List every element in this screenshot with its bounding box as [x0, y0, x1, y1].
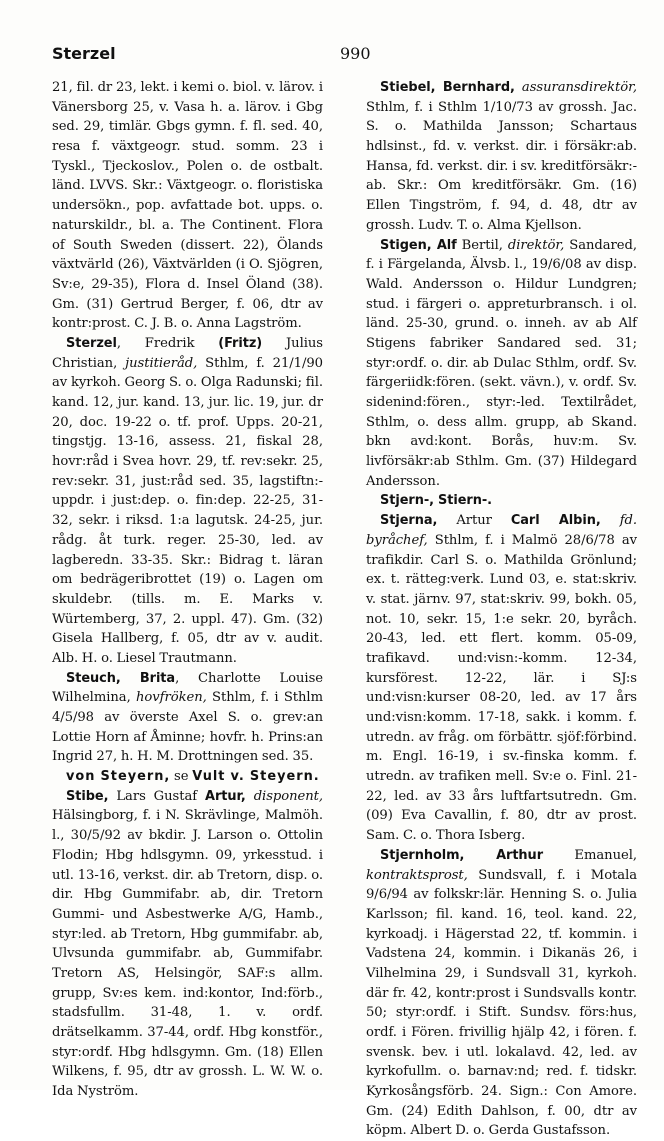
entry-headword: Stjern-, Stiern-. [380, 493, 493, 509]
entry-stiebel-bernhard [366, 78, 637, 236]
entry-given-names-rest: Julius Christian, [52, 335, 323, 371]
entry-occupation: fd. byråchef, [366, 513, 637, 548]
entry-text: Sthlm, f. i Sthlm 4/5/98 av överste Axel S. o. grev:an Lottie Horn af Åminne; hovfr. h. Prins:an Ingrid 27, h. H. M. Drottningen sed. 35. [52, 690, 323, 765]
running-head-word: Sterzel [52, 44, 116, 63]
running-header [52, 44, 636, 68]
entry-sterzel-fritz: Sterzel, Fredrik (Fritz) Julius Christian, justitieråd, Sthlm, f. 21/1/90 av kyrkoh. Georg S. o. Olga Radunski; fil. kand. 12, jur. kand. 13, jur. lic. 19, jur. dr 20, doc. 19-22 o. tf. prof. Upps. 20-21, tingstjg. 13-16, assess. 21, fiskal 28, hovr:råd i Svea hovr. 29, tf. rev:sekr. 25, rev:sekr. 31, just:råd sed. 35, lagstiftn:-uppdr. i just:dep. o. fin:dep. 22-25, 31-32, sekr. i riksd. 1:a lagutsk. 24-25, jur. rådg. åt turk. reger. 25-30, led. av lagberedn. 33-35. Skr.: Bidrag t. läran om bedrägeribrottet (19) o. Lagen om skuldebr. (tills. m. E. Marks v. Würtemberg, 37, 2. uppl. 47). Gm. (32) Gisela Hallberg, f. 05, dtr av v. audit. Alb. H. o. Liesel Trautmann. [52, 335, 323, 666]
entry-given-names: Lars Gustaf [116, 788, 198, 804]
entry-given-names: Bertil, [461, 237, 503, 253]
entry-occupation: disponent, [253, 788, 324, 804]
entry-headword: von Steyern, [66, 769, 171, 785]
entry-steuch-brita: Steuch, Brita, Charlotte Louise Wilhelmina, hovfröken, Sthlm, f. i Sthlm 4/5/98 av överste Axel S. o. grev:an Lottie Horn af Åminne; hovfr. h. Prins:an Ingrid 27, h. H. M. Drottningen sed. 35. [52, 670, 324, 765]
entry-text: Sthlm, f. i Malmö 28/6/78 av trafikdir. Carl S. o. Mathilda Grönlund; ex. t. rätteg:verk. Lund 03, e. stat:skriv. v. stat. järnv. 97, stat:skriv. 99, bokh. 05, not. 10, sekr. 15, 1:e sekr. 20, byråch. 20-43, led. ett flert. komm. 05-09, trafikavd. und:visn:-komm. 12-34, kursförest. 12-22, lär. i SJ:s und:visn:kurser 08-20, led. av 17 års und:visn:komm. 17-18, sakk. i komm. f. utredn. av fråg. om förbättr. sjöf:förbind. m. Engl. 16-19, i sv.-finska komm. f. utredn. av trafiken mell. Sv:e o. Finl. 21-22, led. av 33 års luftfartsutredn. Gm. (09) Eva Cavallin, f. 80, dtr av prost. Sam. C. o. Thora Isberg. [366, 532, 637, 844]
entry-stjernholm-arthur [366, 846, 637, 1141]
entry-text: 21, fil. dr 23, lekt. i kemi o. biol. v. lärov. i Vänersborg 25, v. Vasa h. a. lärov. i Gbg sed. 29, timlär. Gbgs gymn. f. fl. sed. 40, resa f. växtgeogr. stud. somm. 23 i Tyskl., Tjeckoslov., Polen o. de ostbalt. länd. LVVS. Skr.: Växtgeogr. o. floristiska undersökn., pop. avfattade bot. upps. o. naturskildr., bl. a. The Continent. Flora of South Sweden (dissert. 22), Ölands växtvärld (26), Växtvärlden (i O. Sjögren, Sv:e, 29-35), Flora d. Insel Öland (38). Gm. (31) Gertrud Berger, f. 06, dtr av kontr:prost. C. J. B. o. Anna Lagström. [52, 80, 323, 332]
entry-stjern [366, 491, 637, 511]
entry-sterzel-continued [52, 78, 323, 334]
left-column [52, 78, 323, 1102]
entry-given-bold: Carl Albin, [510, 513, 601, 529]
entry-headword: Steuch, Brita [66, 670, 176, 686]
entry-given-names: Artur [456, 513, 492, 529]
right-column [366, 78, 637, 1141]
entry-text: Sundsvall, f. i Motala 9/6/94 av folkskr:lär. Henning S. o. Julia Karlsson; fil. kand. 16, teol. kand. 22, kyrkoadj. i Hägerstad 22, tf. kommin. i Vadstena 24, kommin. i Dikanäs 26, i Vilhelmina 29, i Sundsvall 31, kyrkoh. där fr. 42, kontr:prost i Sundsvalls kontr. 50; styr:ordf. i Stift. Sundsv. förs:hus, ordf. i Fören. frivillig hjälp 42, i fören. f. svensk. bev. i utl. lokalavd. 42, led. av kyrkofullm. o. barnav:nd; red. f. tidskr. Kyrkosångsförb. 24. Sign.: Con Amore. Gm. (24) Edith Dahlson, f. 00, dtr av köpm. Albert D. o. Gerda Gustafsson. [366, 867, 638, 1139]
entry-occupation: hovfröken, [136, 690, 207, 706]
entry-occupation: direktör, [507, 237, 565, 253]
entry-given-names: Emanuel, [574, 847, 637, 863]
cross-ref-target: Vult v. Steyern. [192, 769, 320, 785]
entry-given-bold: Artur, [205, 788, 246, 804]
entry-occupation: kontraktsprost, [366, 867, 468, 883]
entry-headword: Stiebel, Bernhard, [380, 80, 515, 95]
entry-headword: Stibe, [66, 788, 109, 804]
entry-stjerna-carl [366, 511, 637, 846]
entry-headword: Stigen, Alf [380, 237, 457, 253]
cross-ref-word: se [174, 769, 189, 785]
entry-stigen-alf [366, 236, 637, 492]
entry-text: Sthlm, f. i Sthlm 1/10/73 av grossh. Jac. S. o. Mathilda Jansson; Schartaus hdlsinst., fd. v. verkst. dir. i försäkr:ab. Hansa, fd. verkst. dir. i sv. kreditförsäkr:-ab. Skr.: Om kreditförsäkr. Gm. (16) Ellen Tingström, f. 94, d. 48, dtr av grossh. Ludv. T. o. Alma Kjellson. [366, 99, 637, 233]
entry-occupation: justitieråd, [125, 355, 198, 371]
entry-given-names: Charlotte Louise Wilhelmina, [52, 670, 324, 706]
entry-text: Sthlm, f. 21/1/90 av kyrkoh. Georg S. o. Olga Radunski; fil. kand. 12, jur. kand. 13, jur. lic. 19, jur. dr 20, doc. 19-22 o. tf. prof. Upps. 20-21, tingstjg. 13-16, assess. 21, fiskal 28, hovr:råd i Svea hovr. 29, tf. rev:sekr. 25, rev:sekr. 31, just:råd sed. 35, lagstiftn:-uppdr. i just:dep. o. fin:dep. 22-25, 31-32, sekr. i riksd. 1:a lagutsk. 24-25, jur. rådg. åt turk. reger. 25-30, led. av lagberedn. 33-35. Skr.: Bidrag t. läran om bedrägeribrottet (19) o. Lagen om skuldebr. (tills. m. E. Marks v. Würtemberg, 37, 2. uppl. 47). Gm. (32) Gisela Hallberg, f. 05, dtr av v. audit. Alb. H. o. Liesel Trautmann. [52, 355, 323, 666]
entry-headword: Stjernholm, Arthur [380, 847, 543, 863]
entry-given-bold: (Fritz) [218, 335, 263, 351]
entry-occupation: assuransdirektör, [521, 80, 638, 95]
entry-text: Hälsingborg, f. i N. Skrävlinge, Malmöh. l., 30/5/92 av bkdir. J. Larson o. Ottolin Flodin; Hbg hdlsgymn. 09, yrkesstud. i utl. 13-16, verkst. dir. ab Tretorn, disp. o. dir. Hbg Gummifabr. ab, dir. Tretorn Gummi- und Asbestwerke A/G, Hamb., styr:led. ab Tretorn, Hbg gummifabr. ab, Ulvsunda gummifabr. ab, Gummifabr. Tretorn AS, Helsingör, SAF:s allm. grupp, Sv:es kem. ind:kontor, Ind:förb., stadsfullm. 31-48, 1. v. ordf. drätselkamm. 37-44, ordf. Hbg konstför., styr:ordf. Hbg hdlsgymn. Gm. (18) Ellen Wilkens, f. 95, dtr av grossh. L. W. W. o. Ida Nyström. [52, 808, 323, 1100]
entry-stibe-artur [52, 787, 323, 1102]
entry-given-names: Fredrik [144, 335, 195, 351]
entry-text: Sandared, f. i Färgelanda, Älvsb. l., 19/6/08 av disp. Wald. Andersson o. Hildur Lundgren; stud. i färgeri o. appreturbransch. i ol. länd. 25-30, grund. o. inneh. av ab Alf Stigens fabriker Sandared sed. 31; styr:ordf. o. dir. ab Dulac Sthlm, ordf. Sv. färgeriidk:fören. (sekt. vävn.), v. ordf. Sv. sidenind:fören., styr:-led. Textilrådet, Sthlm, o. dess allm. grupp, ab Skand. bkn avd:kont. Borås, huv:m. Sv. livförsäkr:ab Sthlm. Gm. (37) Hildegard Andersson. [366, 237, 637, 489]
entry-von-steyern [52, 767, 323, 787]
page-number: 990 [340, 44, 371, 63]
entry-headword: Stjerna, [380, 513, 438, 529]
entry-headword: Sterzel [66, 335, 117, 351]
